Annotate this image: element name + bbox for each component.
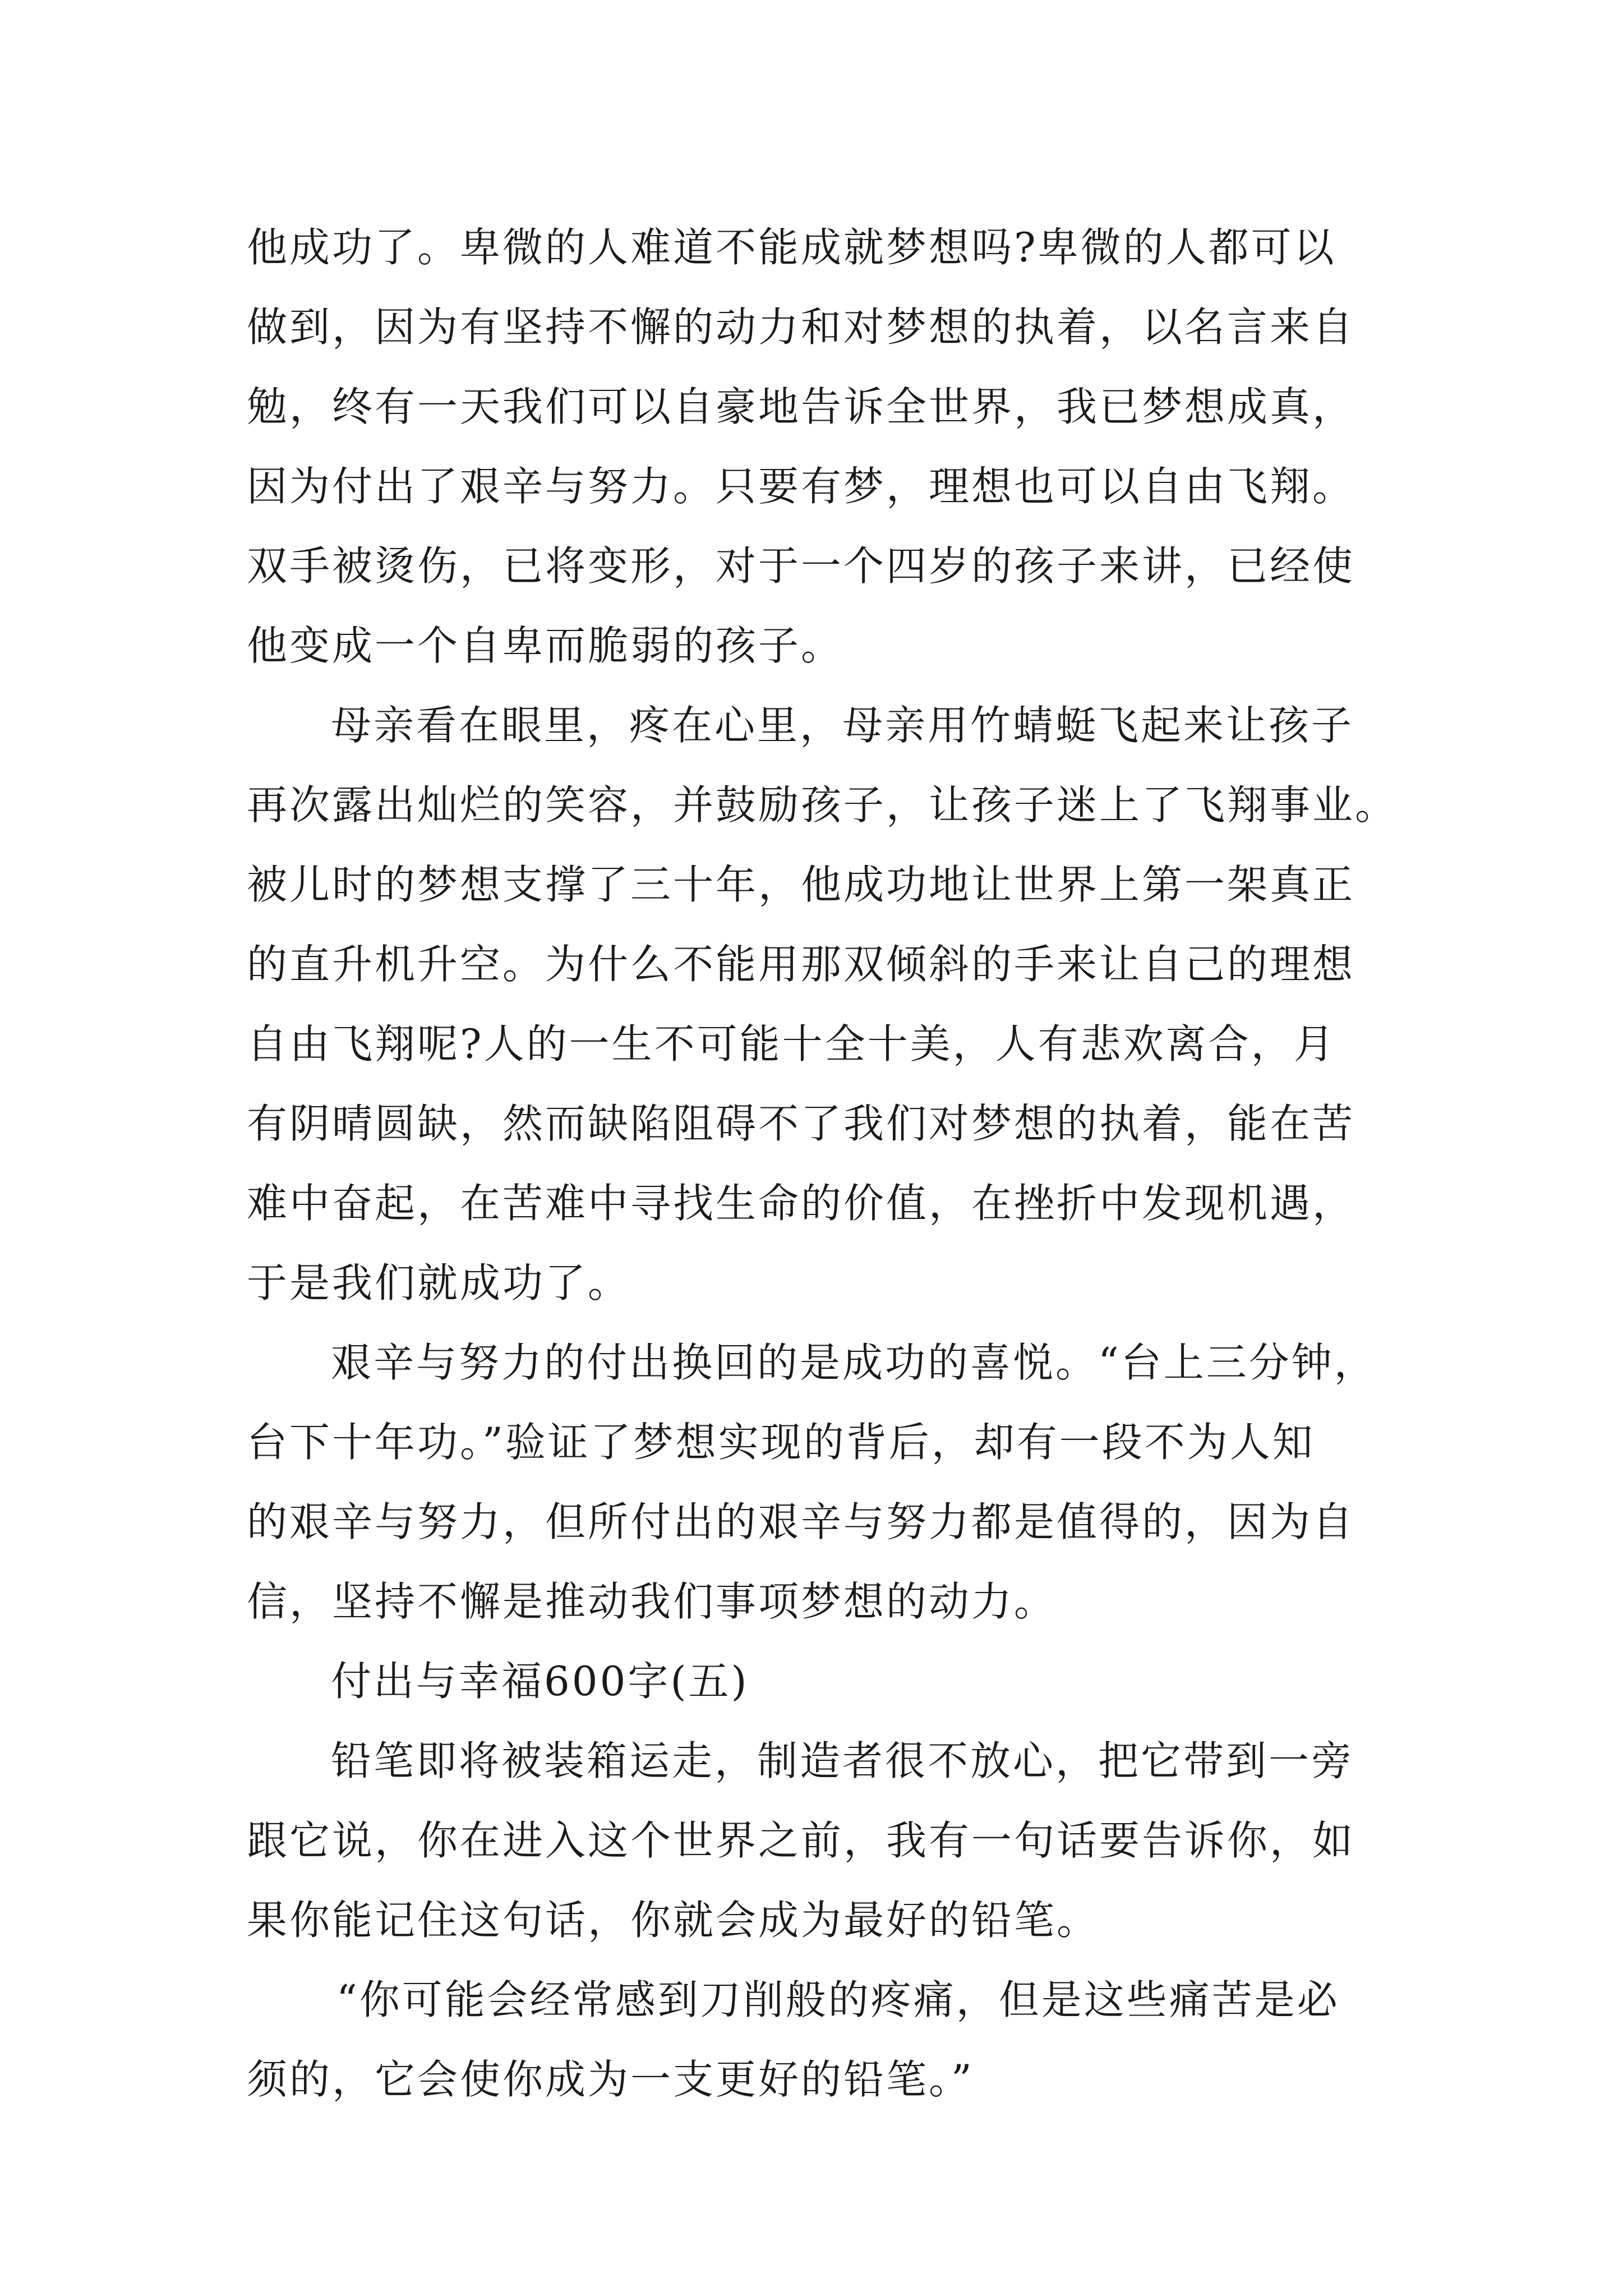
text-line: 因为付出了艰辛与努力。只要有梦，理想也可以自由飞翔。	[247, 463, 1355, 510]
text-line: 的艰辛与努力，但所付出的艰辛与努力都是值得的，因为自	[247, 1498, 1355, 1545]
text-line: 台下十年功。”验证了梦想实现的背后，却有一段不为人知	[247, 1419, 1315, 1466]
text-line: 他成功了。卑微的人难道不能成就梦想吗?卑微的人都可以	[247, 224, 1336, 271]
text-line: 有阴晴圆缺，然而缺陷阻碍不了我们对梦想的执着，能在苦	[247, 1100, 1355, 1147]
text-line: 须的，它会使你成为一支更好的铅笔。”	[247, 2056, 974, 2103]
text-line: 勉，终有一天我们可以自豪地告诉全世界，我已梦想成真，	[247, 383, 1355, 430]
text-line: 难中奋起，在苦难中寻找生命的价值，在挫折中发现机遇，	[247, 1180, 1355, 1227]
paragraph-start-line: 艰辛与努力的付出换回的是成功的喜悦。“台上三分钟，	[331, 1339, 1377, 1386]
paragraph-start-line: “你可能会经常感到刀削般的疼痛，但是这些痛苦是必	[336, 1976, 1340, 2023]
text-line: 信，坚持不懈是推动我们事项梦想的动力。	[247, 1578, 1057, 1625]
text-line: 他变成一个自卑而脆弱的孩子。	[247, 622, 844, 669]
body-text	[247, 208, 1402, 2119]
text-line: 做到，因为有坚持不懈的动力和对梦想的执着，以名言来自	[247, 303, 1355, 351]
text-line: 自由飞翔呢?人的一生不可能十全十美，人有悲欢离合，月	[247, 1020, 1336, 1068]
paragraph-start-line: 母亲看在眼里，疼在心里，母亲用竹蜻蜓飞起来让孩子	[331, 702, 1354, 749]
text-line: 再次露出灿烂的笑容，并鼓励孩子，让孩子迷上了飞翔事业。	[247, 781, 1398, 829]
text-line: 双手被烫伤，已将变形，对于一个四岁的孩子来讲，已经使	[247, 542, 1355, 590]
text-line: 于是我们就成功了。	[247, 1259, 631, 1306]
text-line: 的直升机升空。为什么不能用那双倾斜的手来让自己的理想	[247, 941, 1355, 988]
paragraph-start-line: 铅笔即将被装箱运走，制造者很不放心，把它带到一旁	[331, 1737, 1354, 1784]
text-line: 被儿时的梦想支撑了三十年，他成功地让世界上第一架真正	[247, 861, 1355, 908]
text-line: 跟它说，你在进入这个世界之前，我有一句话要告诉你，如	[247, 1817, 1355, 1864]
text-line: 果你能记住这句话，你就会成为最好的铅笔。	[247, 1897, 1100, 1944]
section-heading: 付出与幸福600字(五)	[331, 1658, 749, 1705]
